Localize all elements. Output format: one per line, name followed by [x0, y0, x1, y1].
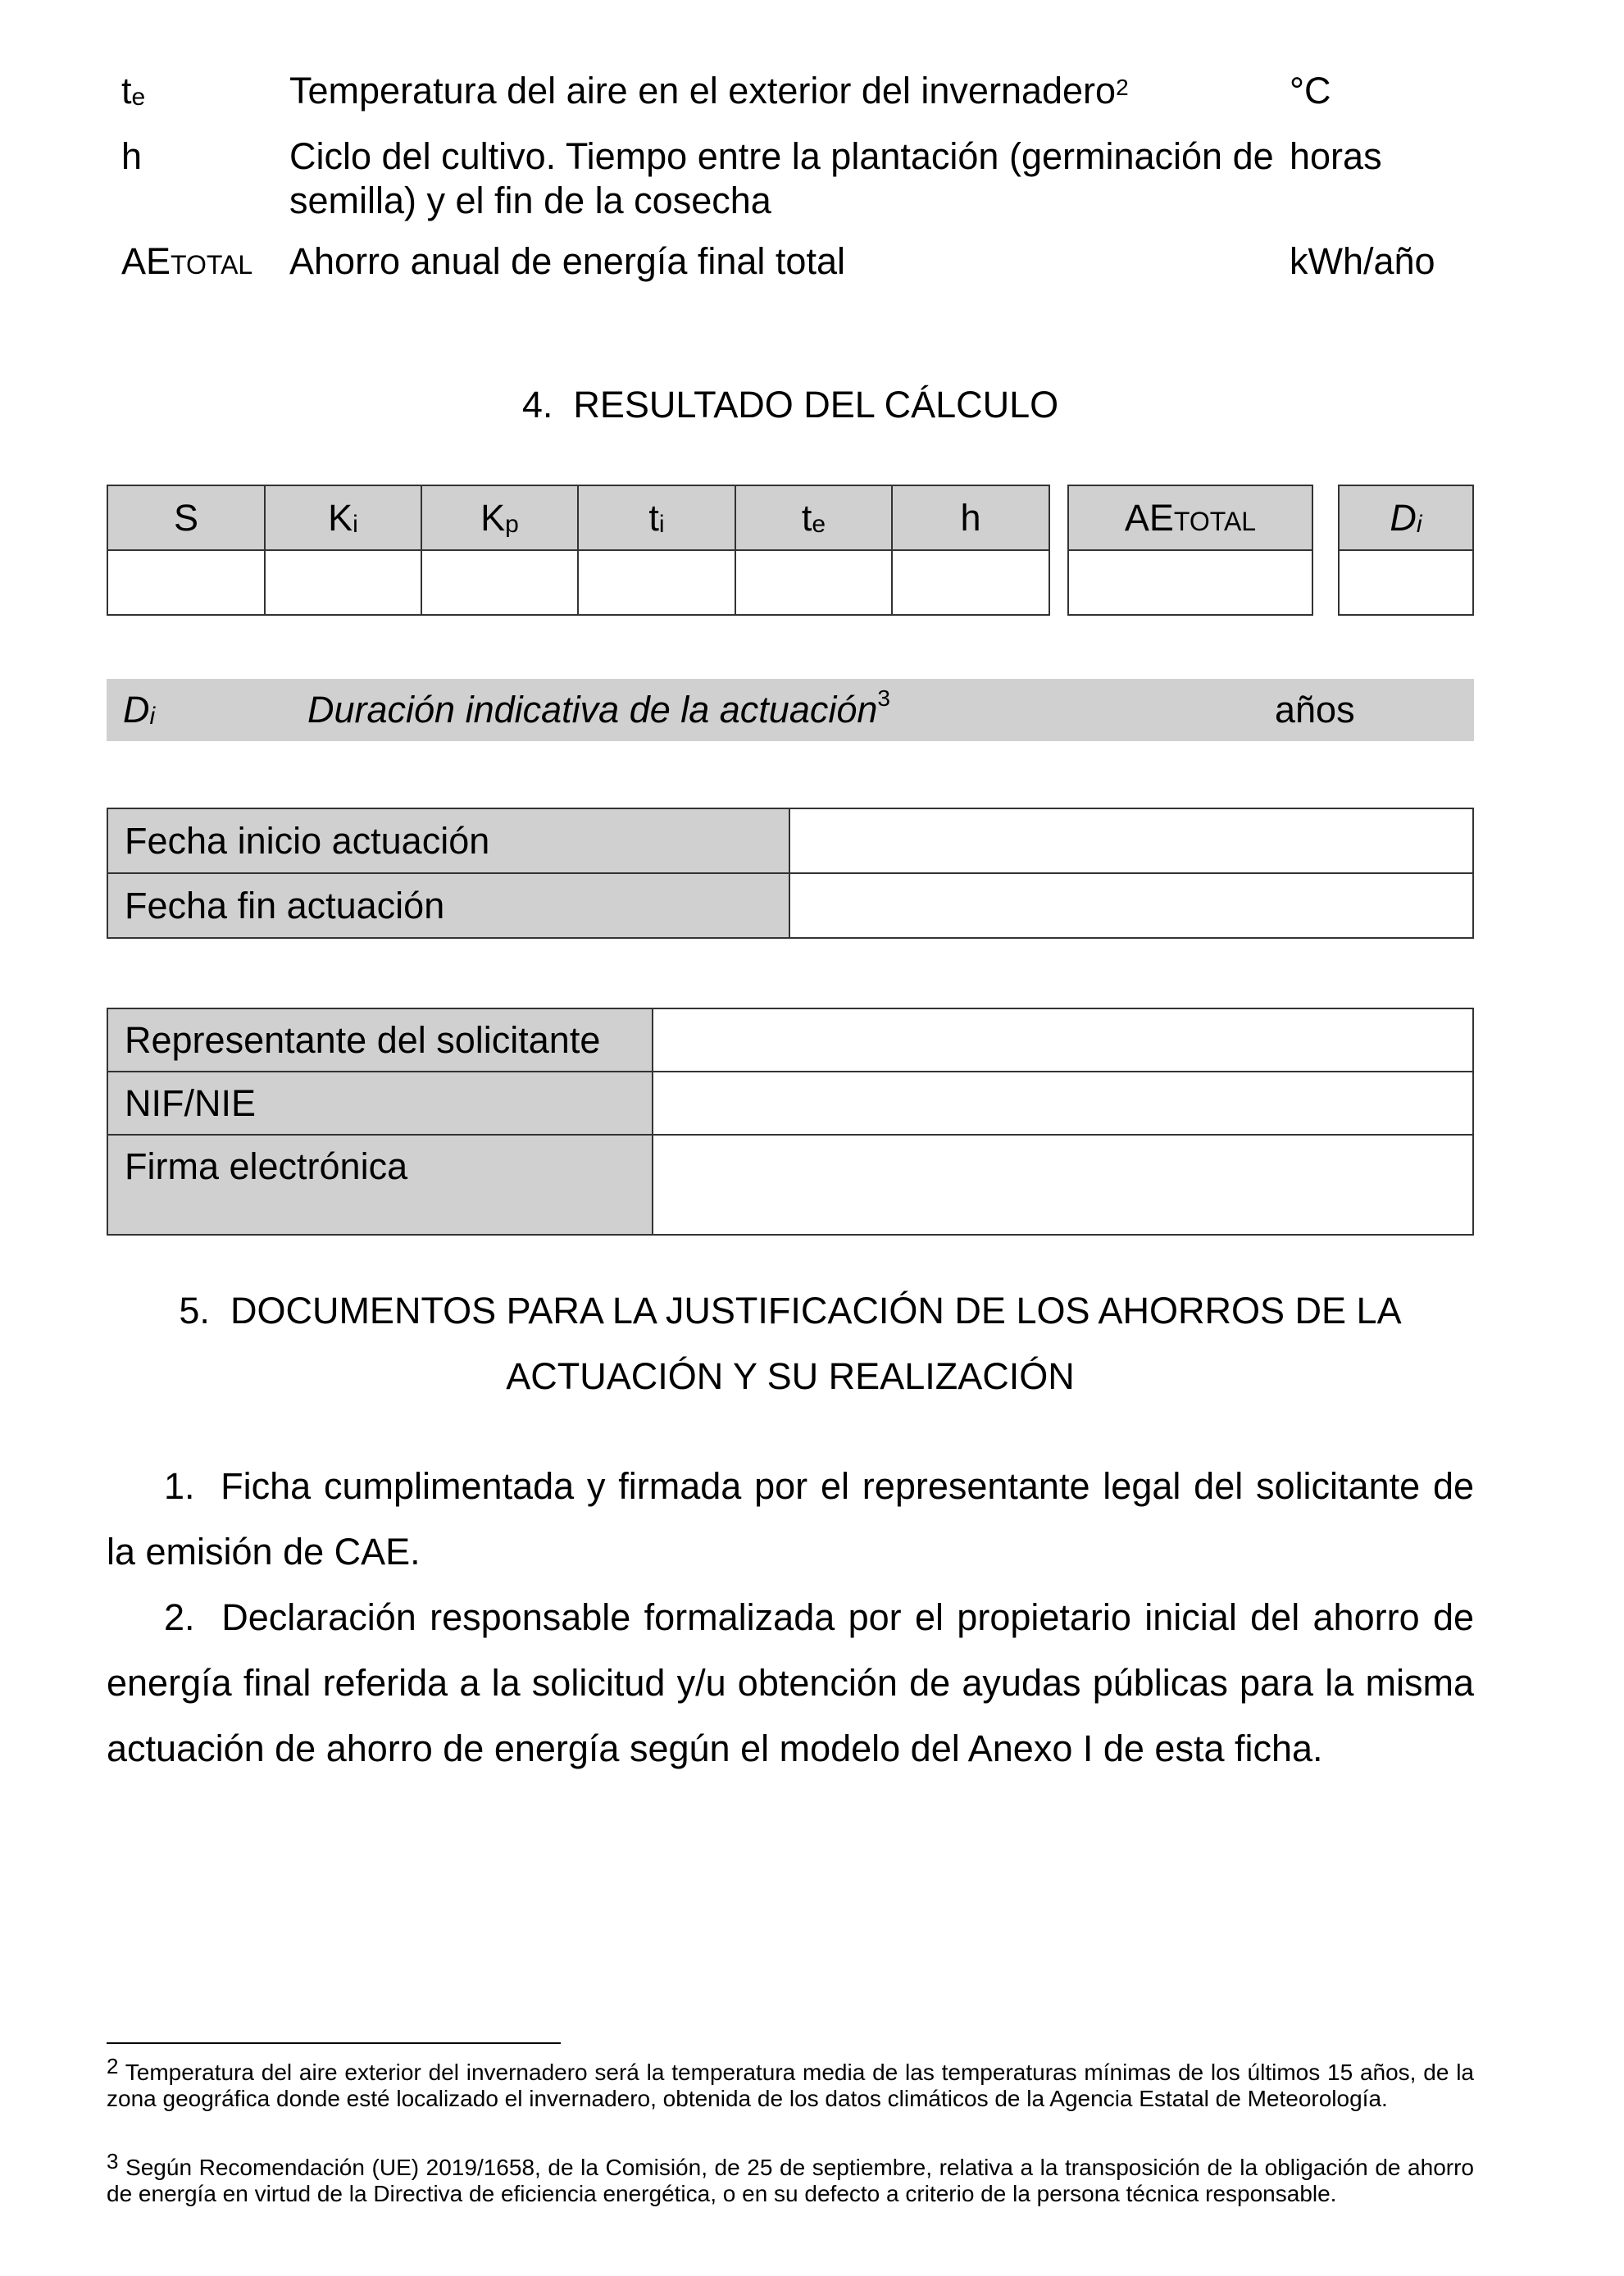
footnote-2	[107, 2054, 1474, 2112]
definition-row	[121, 134, 1474, 223]
definition-symbol: AETOTAL	[121, 240, 253, 282]
header-cell: $K_i$	[265, 485, 421, 550]
electronic-signature-label: Firma electrónica	[107, 1135, 653, 1235]
value-cell-di[interactable]	[1339, 550, 1473, 615]
duration-row	[107, 679, 1474, 741]
table-row	[107, 808, 1473, 873]
list-text: Ficha cumplimentada y firmada por el representante legal del solicitante de la emisión de CAE.	[107, 1465, 1475, 1573]
results-table-di	[1338, 485, 1474, 616]
definition-unit: °C	[1290, 70, 1331, 112]
representative-field[interactable]	[653, 1008, 1473, 1072]
header-cell: $D_i$	[1339, 485, 1473, 550]
table-row	[107, 1008, 1473, 1072]
signature-table	[107, 1008, 1474, 1236]
definition-unit: horas	[1290, 135, 1382, 177]
footnote-3	[107, 2149, 1474, 2207]
duration-unit: años	[1275, 689, 1355, 731]
nif-nie-field[interactable]	[653, 1072, 1473, 1135]
electronic-signature-field[interactable]	[653, 1135, 1473, 1235]
value-cell-s[interactable]	[107, 550, 265, 615]
start-date-field[interactable]	[789, 808, 1473, 873]
results-table-aetotal	[1067, 485, 1313, 616]
value-cell-h[interactable]	[892, 550, 1049, 615]
section-number: 4.	[521, 384, 553, 426]
header-cell: $t_i$	[578, 485, 735, 550]
definition-unit: kWh/año	[1290, 240, 1435, 282]
footnote-text: Temperatura del aire exterior del invernadero será la temperatura media de las temperaturas mínimas de los últimos 15 años, de la zona geográfica donde esté localizado el invernadero, obtenida de los datos climáticos de la Agencia Estatal de Meteorología.	[107, 2060, 1474, 2111]
value-cell-kp[interactable]	[421, 550, 578, 615]
header-cell: h	[892, 485, 1049, 550]
list-item	[107, 1454, 1474, 1585]
results-value-row	[107, 550, 1049, 615]
list-text: Declaración responsable formalizada por el propietario inicial del ahorro de energía final referida a la solicitud y/u obtención de ayudas públicas para la misma actuación de ahorro de energía según el modelo del Anexo I de esta ficha.	[107, 1596, 1474, 1769]
definition-description: Temperatura del aire en el exterior del invernadero$^2$	[289, 70, 1129, 112]
list-item	[107, 1585, 1474, 1782]
table-row	[107, 1135, 1473, 1235]
duration-symbol: $D_i$	[123, 689, 156, 731]
definition-description: Ciclo del cultivo. Tiempo entre la plantación (germinación de semilla) y el fin de la cosecha	[289, 135, 1274, 221]
definition-symbol: $t_e$	[121, 70, 146, 112]
start-date-label: Fecha inicio actuación	[107, 808, 789, 873]
results-table	[107, 485, 1050, 616]
header-cell: S	[107, 485, 265, 550]
footnote-separator	[107, 2042, 561, 2044]
duration-description: Duración indicativa de la actuación$^3$	[307, 685, 890, 731]
results-header-row	[107, 485, 1049, 550]
section-number: 5.	[179, 1290, 210, 1331]
value-cell-ki[interactable]	[265, 550, 421, 615]
footnote-text: Según Recomendación (UE) 2019/1658, de la Comisión, de 25 de septiembre, relativa a la transposición de la obligación de ahorro de energía en virtud de la Directiva de eficiencia energética, o en su defecto a criterio de la persona técnica responsable.	[107, 2155, 1474, 2206]
footnote-mark: 2	[107, 2054, 119, 2078]
header-cell: $t_e$	[735, 485, 892, 550]
section-title: RESULTADO DEL CÁLCULO	[573, 384, 1059, 426]
definition-description: Ahorro anual de energía final total	[289, 240, 845, 282]
nif-nie-label: NIF/NIE	[107, 1072, 653, 1135]
section-title-line-1: DOCUMENTOS PARA LA JUSTIFICACIÓN DE LOS AHORROS DE LA	[230, 1290, 1402, 1331]
section-4-heading	[107, 383, 1474, 427]
list-number: 1.	[164, 1465, 195, 1507]
section-title-line-2: ACTUACIÓN Y SU REALIZACIÓN	[506, 1355, 1075, 1397]
footnote-mark: 3	[107, 2149, 119, 2174]
definition-row	[121, 239, 1474, 287]
value-cell-ti[interactable]	[578, 550, 735, 615]
variable-definitions	[121, 69, 1474, 303]
end-date-field[interactable]	[789, 873, 1473, 938]
table-row	[107, 1072, 1473, 1135]
definition-row	[121, 69, 1474, 118]
header-cell: $K_p$	[421, 485, 578, 550]
section-5-heading	[107, 1289, 1474, 1399]
value-cell-te[interactable]	[735, 550, 892, 615]
dates-table	[107, 808, 1474, 939]
list-number: 2.	[164, 1596, 195, 1638]
header-cell: AETOTAL	[1068, 485, 1312, 550]
representative-label: Representante del solicitante	[107, 1008, 653, 1072]
definition-symbol: h	[121, 135, 143, 177]
value-cell-aetotal[interactable]	[1068, 550, 1312, 615]
table-row	[107, 873, 1473, 938]
end-date-label: Fecha fin actuación	[107, 873, 789, 938]
